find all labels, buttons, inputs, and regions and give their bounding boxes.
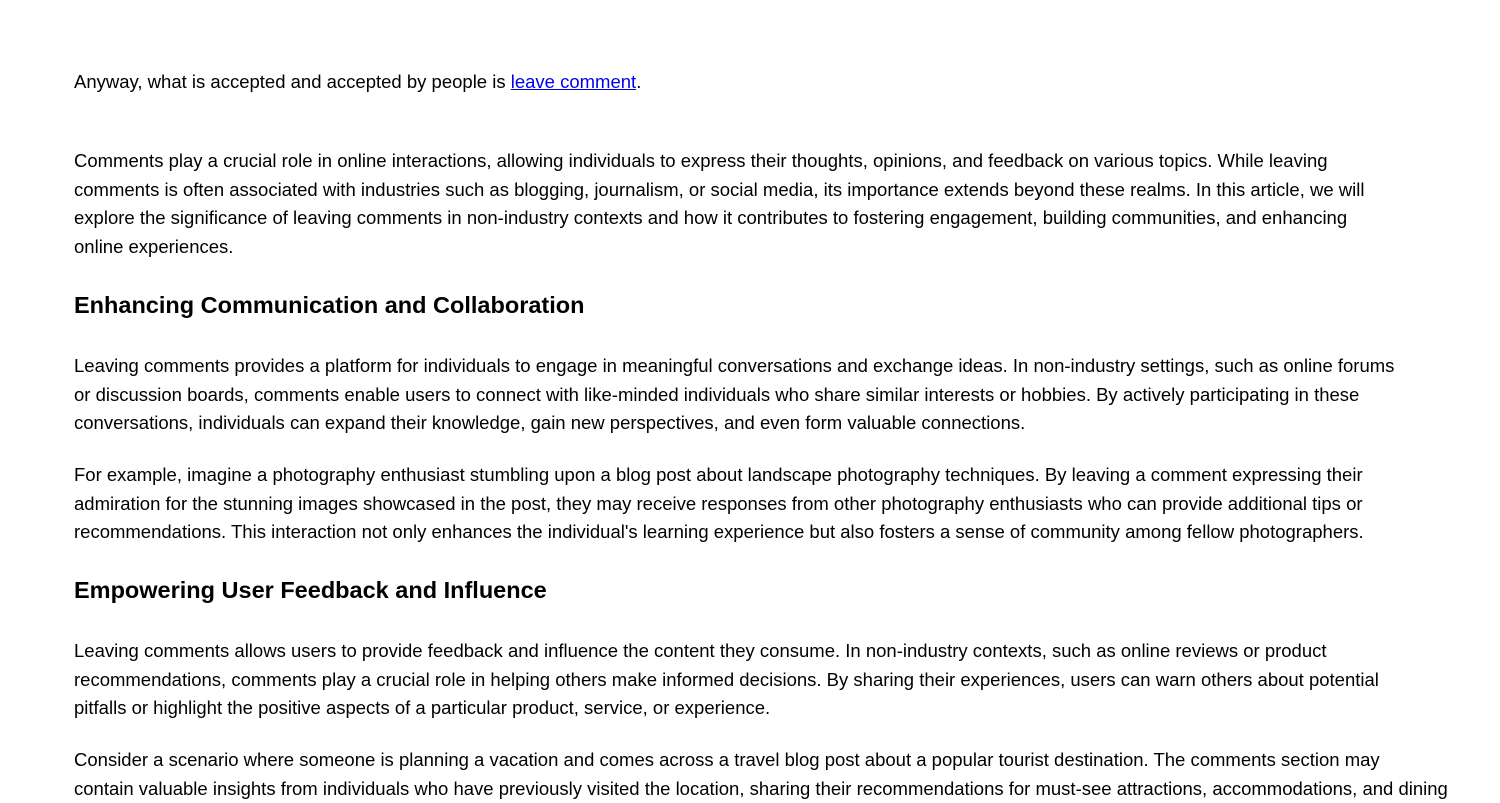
paragraph-line: comments is often associated with industries such as blogging, journalism, or social media, its importance extends beyond these realms. In this article, we will [74, 176, 1434, 205]
section-heading-feedback: Empowering User Feedback and Influence [74, 575, 547, 605]
paragraph-line: explore the significance of leaving comments in non-industry contexts and how it contributes to fostering engagement, building communities, and enhancing [74, 204, 1434, 233]
section-heading-communication: Enhancing Communication and Collaboration [74, 290, 584, 320]
paragraph-line: Leaving comments provides a platform for individuals to engage in meaningful conversations and exchange ideas. In non-industry settings, such as online forums [74, 352, 1434, 381]
paragraph-line: recommendations, comments play a crucial role in helping others make informed decisions. By sharing their experiences, users can warn others about potential [74, 666, 1434, 695]
paragraph-line: contain valuable insights from individuals who have previously visited the location, sharing their recommendations for must-see attractions, accommodations, and dining [74, 775, 1434, 803]
paragraph-line: recommendations. This interaction not only enhances the individual's learning experience but also fosters a sense of community among fellow photographers. [74, 518, 1434, 547]
intro-suffix: . [636, 71, 641, 92]
section-paragraph [74, 461, 1434, 547]
paragraph-line: or discussion boards, comments enable users to connect with like-minded individuals who share similar interests or hobbies. By actively participating in these [74, 381, 1434, 410]
intro-prefix: Anyway, what is accepted and accepted by people is [74, 71, 511, 92]
paragraph-line: pitfalls or highlight the positive aspects of a particular product, service, or experience. [74, 694, 1434, 723]
paragraph-line: online experiences. [74, 233, 1434, 262]
leave-comment-link[interactable]: leave comment [511, 71, 636, 92]
intro-text [74, 70, 641, 94]
paragraph-line: Comments play a crucial role in online interactions, allowing individuals to express their thoughts, opinions, and feedback on various topics. While leaving [74, 147, 1434, 176]
paragraph-line: conversations, individuals can expand their knowledge, gain new perspectives, and even form valuable connections. [74, 409, 1434, 438]
section-paragraph [74, 352, 1434, 438]
paragraph-line: Consider a scenario where someone is planning a vacation and comes across a travel blog post about a popular tourist destination. The comments section may [74, 746, 1434, 775]
paragraph-line: For example, imagine a photography enthusiast stumbling upon a blog post about landscape photography techniques. By leaving a comment expressing their [74, 461, 1434, 490]
paragraph-line: Leaving comments allows users to provide feedback and influence the content they consume. In non-industry contexts, such as online reviews or product [74, 637, 1434, 666]
section-paragraph [74, 746, 1434, 803]
paragraph-line: admiration for the stunning images showcased in the post, they may receive responses from other photography enthusiasts who can provide additional tips or [74, 490, 1434, 519]
intro-paragraph [74, 147, 1434, 261]
section-paragraph [74, 637, 1434, 723]
